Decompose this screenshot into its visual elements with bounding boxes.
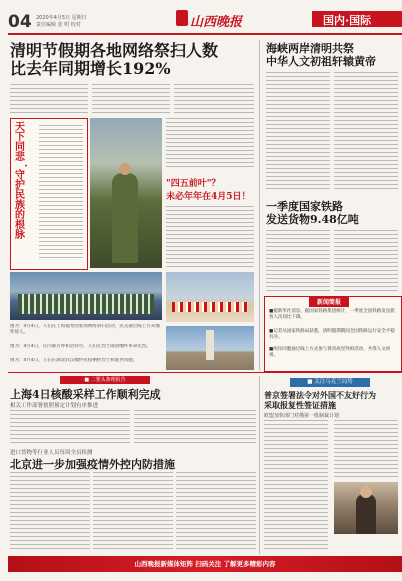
photo-figure-head (119, 163, 131, 175)
bottom-right-headline-line1: 普京签署法令对外国不友好行为 (264, 390, 376, 400)
photo-ceremony (10, 272, 162, 320)
bottom-left-headline-2: 北京进一步加强疫情外控内防措施 (10, 458, 175, 471)
lead-body-text-3 (174, 84, 254, 114)
lead-body-text-2 (92, 84, 170, 114)
vertical-title-char: 下 (15, 132, 25, 143)
vertical-feature-box (10, 118, 88, 270)
photo-flowers (166, 272, 254, 322)
bottom-left-tag (60, 376, 150, 384)
bottom-left-body-1a (10, 410, 130, 444)
news-brief-tag: 新闻简报 (309, 296, 349, 307)
bottom-right-body-a (264, 420, 328, 550)
lead-body-text-4 (166, 118, 254, 170)
vertical-title-char: 根 (15, 220, 25, 231)
vertical-title-char: 护 (15, 180, 25, 191)
right-headline-1-line2: 中华人文初祖轩辕黄帝 (266, 55, 376, 68)
bottom-left-body-2c (176, 472, 256, 550)
right-headline-1-line1: 海峡两岸清明共祭 (266, 42, 354, 55)
vertical-title-char: 民 (15, 190, 25, 201)
right-headline-2-line1: 一季度国家铁路 (266, 200, 343, 213)
bottom-left-body-2a (10, 472, 90, 550)
masthead-logo: 山西晚报 (190, 15, 243, 30)
vertical-title-char: 天 (15, 122, 25, 133)
right-headline-2 (266, 200, 400, 226)
feature-box-text (39, 125, 83, 261)
bottom-right-photo (334, 482, 398, 534)
news-brief-item: ■两岸同胞通过线上方式参与黄帝故里拜祖活动，共祭人文初祖。 (269, 347, 391, 358)
right-headline-2-line2: 发送货物9.48亿吨 (266, 213, 359, 226)
right-body-1b (334, 72, 398, 190)
feature-box-title-line2: 未必年年在4月5日！ (166, 192, 251, 202)
lead-headline-line2: 比去年同期增长192% (10, 59, 171, 78)
right-body-2a (266, 230, 330, 294)
bottom-right-headline-line2: 采取报复性签证措施 (264, 400, 336, 410)
vertical-title-char: 脉 (15, 230, 25, 241)
column-divider (259, 40, 260, 370)
bottom-right-tag-label: ■ 关注乌克兰局势 (307, 379, 353, 385)
bottom-right-headline (264, 390, 400, 410)
logo-emblem (176, 10, 188, 26)
bottom-left-kicker-2: 进口货物等行业人员每周全员检测 (10, 450, 93, 456)
right-body-1a (266, 72, 330, 190)
vertical-title-char: 的 (15, 210, 25, 221)
editor-line: 责任编辑 张 明 校对 (36, 22, 81, 28)
right-headline-1 (266, 42, 400, 68)
lead-body-text-1 (10, 84, 88, 114)
photo-figure (112, 173, 138, 263)
vertical-title-char: 族 (15, 200, 25, 211)
photo-soldiers (18, 294, 154, 314)
section-title: 国内·国际 (323, 14, 372, 27)
news-brief-item: ■记者从国家铁路局获悉，清明假期期间全国铁路运行安全平稳有序。 (269, 329, 395, 340)
bottom-left-body-1b (134, 410, 256, 444)
vertical-title-char: · (24, 161, 28, 172)
news-brief-box (264, 296, 402, 372)
vertical-title-char: 悲 (15, 152, 25, 163)
page-number: 04 (8, 12, 32, 32)
masthead (0, 0, 402, 34)
lead-headline (10, 42, 260, 78)
feature-box-title (166, 176, 256, 202)
feature-box-title-line1: "四五前叶"？ (166, 179, 221, 189)
lead-headline-line1: 清明节假期各地网络祭扫人数 (10, 41, 219, 60)
right-body-2b (334, 230, 398, 294)
photo-person-head (360, 486, 372, 498)
photo-crowd (172, 302, 248, 312)
bottom-left-tag-label: ■ 二要头条理报告 (84, 377, 126, 383)
bottom-right-body-b (334, 420, 398, 478)
feature-box-body (166, 206, 254, 268)
masthead-rule (8, 33, 402, 35)
photo-person (356, 494, 376, 534)
section-divider (8, 372, 402, 373)
photo-caption-1: 图为：4月4日，人们在上海福寿园参加网络祭扫活动，民众通过线上方式缅怀故人。 (10, 324, 160, 335)
bottom-right-subhead: 欧盟加快部门对俄第一批制裁计划 (264, 413, 340, 419)
lead-photo (90, 118, 162, 268)
date-line: 2020年4月5日 星期日 (36, 15, 87, 21)
bottom-right-tag (290, 378, 370, 387)
photo-monument (166, 326, 254, 370)
vertical-title-char: 同 (15, 142, 25, 153)
bottom-left-headline-1: 上海4日核酸采样工作顺利完成 (10, 388, 161, 401)
footer-banner (8, 556, 402, 572)
vertical-title (15, 123, 37, 241)
photo-caption-3: 图为：4月4日，人们在湖北武汉缅怀抗疫牺牲烈士和逝世同胞。 (10, 358, 138, 363)
photo-caption-2: 图为：4月4日，在内蒙古呼和浩特市，人们在烈士陵园缅怀革命先烈。 (10, 344, 151, 349)
photo-tower (206, 330, 214, 360)
bottom-column-divider (259, 376, 260, 554)
bottom-left-subhead-1: 相关工作部署按照预定计划有序推进 (10, 403, 99, 409)
vertical-title-char: 守 (15, 170, 25, 181)
footer-banner-text: 山西晚报新媒体矩阵 扫码关注 了解更多精彩内容 (134, 560, 276, 568)
bottom-left-body-2b (93, 472, 173, 550)
news-brief-item: ■据新华社消息，据国家铁路集团统计，一季度全国铁路发送旅客人次同比下降。 (269, 309, 395, 320)
